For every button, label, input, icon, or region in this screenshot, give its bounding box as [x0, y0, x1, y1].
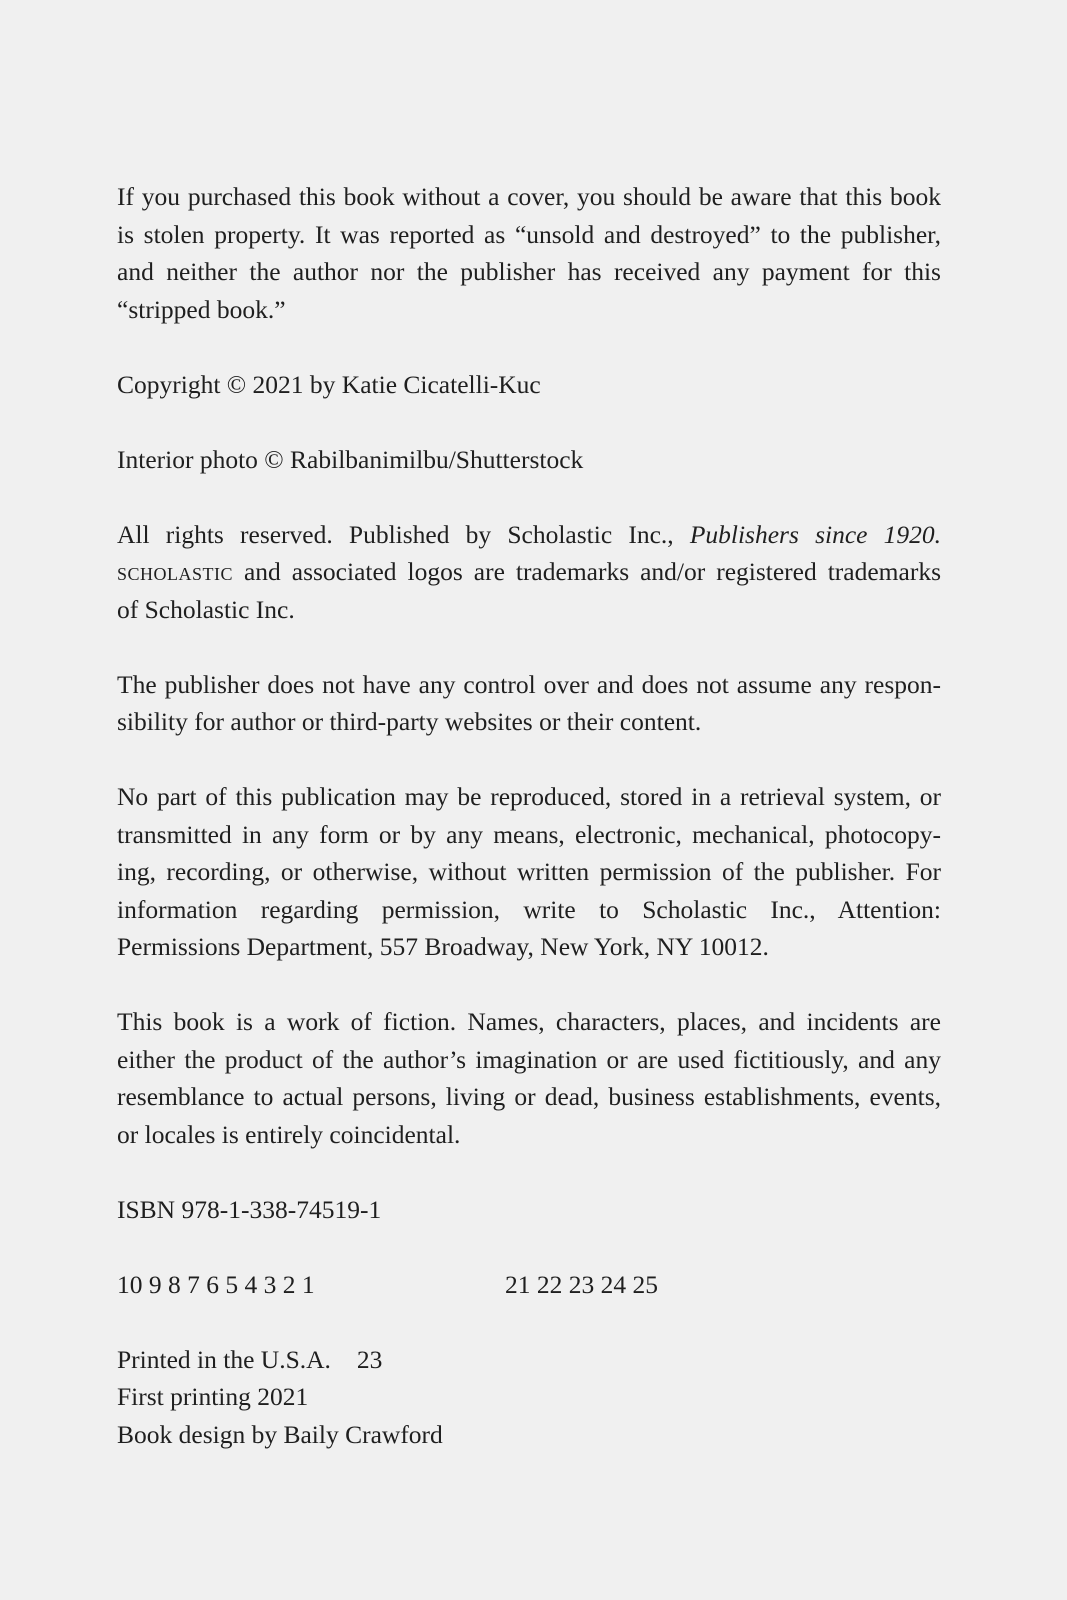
printing-info — [117, 1341, 941, 1454]
rights-line — [117, 516, 941, 554]
rights-text: All rights reserved. Published by Scholastic Inc., — [117, 519, 674, 549]
stripped-book-notice — [117, 178, 941, 328]
responsibility-line: The publisher does not have any control over and does not assume any respon- — [117, 669, 941, 699]
reproduction-line: transmitted in any form or by any means, electronic, mechanical, photocopy- — [117, 819, 941, 849]
reproduction-line: ing, recording, or otherwise, without written permission of the publisher. For — [117, 857, 941, 886]
publishers-since-italic: Publishers since 1920. — [689, 519, 942, 549]
copyright-line: Copyright © 2021 by Katie Cicatelli-Kuc — [117, 369, 541, 399]
fiction-line: either the product of the author’s imagination or are used fictitiously, and any — [117, 1044, 941, 1074]
fiction-line: This book is a work of fiction. Names, characters, places, and incidents are — [117, 1007, 941, 1036]
reproduction-line: No part of this publication may be reproduced, stored in a retrieval system, or — [117, 782, 941, 811]
printed-in-code: 23 — [356, 1344, 383, 1374]
copyright-content — [117, 178, 941, 1453]
impression-line: 10 9 8 7 6 5 4 3 2 1 — [117, 1269, 315, 1299]
interior-photo-credit: Interior photo © Rabilbanimilbu/Shutterstock — [117, 444, 584, 474]
first-printing: First printing 2021 — [117, 1382, 309, 1411]
notice-line: If you purchased this book without a cover, you should be aware that this book — [117, 182, 941, 211]
publisher-responsibility — [117, 666, 941, 741]
reproduction-line: information regarding permission, write to Scholastic Inc., Attention: — [117, 894, 941, 924]
fiction-line: resemblance to actual persons, living or dead, business establishments, events, — [117, 1082, 941, 1111]
printing-years: 21 22 23 24 25 — [505, 1269, 658, 1299]
reproduction-statement — [117, 778, 941, 966]
fiction-disclaimer — [117, 1003, 941, 1153]
rights-statement — [117, 516, 941, 629]
printing-numbers — [117, 1266, 941, 1304]
printed-in-label: Printed in the U.S.A. — [117, 1344, 331, 1374]
scholastic-smallcaps: scholastic — [117, 557, 234, 586]
notice-line: is stolen property. It was reported as “unsold and destroyed” to the publisher, — [117, 219, 941, 249]
book-design-credit: Book design by Baily Crawford — [117, 1419, 443, 1449]
notice-line: and neither the author nor the publisher has received any payment for this — [117, 257, 941, 286]
fiction-line: or locales is entirely coincidental. — [117, 1119, 461, 1149]
printed-in — [117, 1341, 941, 1379]
isbn: ISBN 978-1-338-74519-1 — [117, 1194, 382, 1224]
notice-line: “stripped book.” — [117, 294, 286, 324]
rights-line: of Scholastic Inc. — [117, 594, 295, 624]
rights-line — [117, 553, 941, 591]
reproduction-line: Permissions Department, 557 Broadway, New York, NY 10012. — [117, 932, 769, 961]
responsibility-line: sibility for author or third-party websites or their content. — [117, 707, 702, 736]
rights-text: and associated logos are trademarks and/or registered trademarks — [243, 557, 941, 586]
